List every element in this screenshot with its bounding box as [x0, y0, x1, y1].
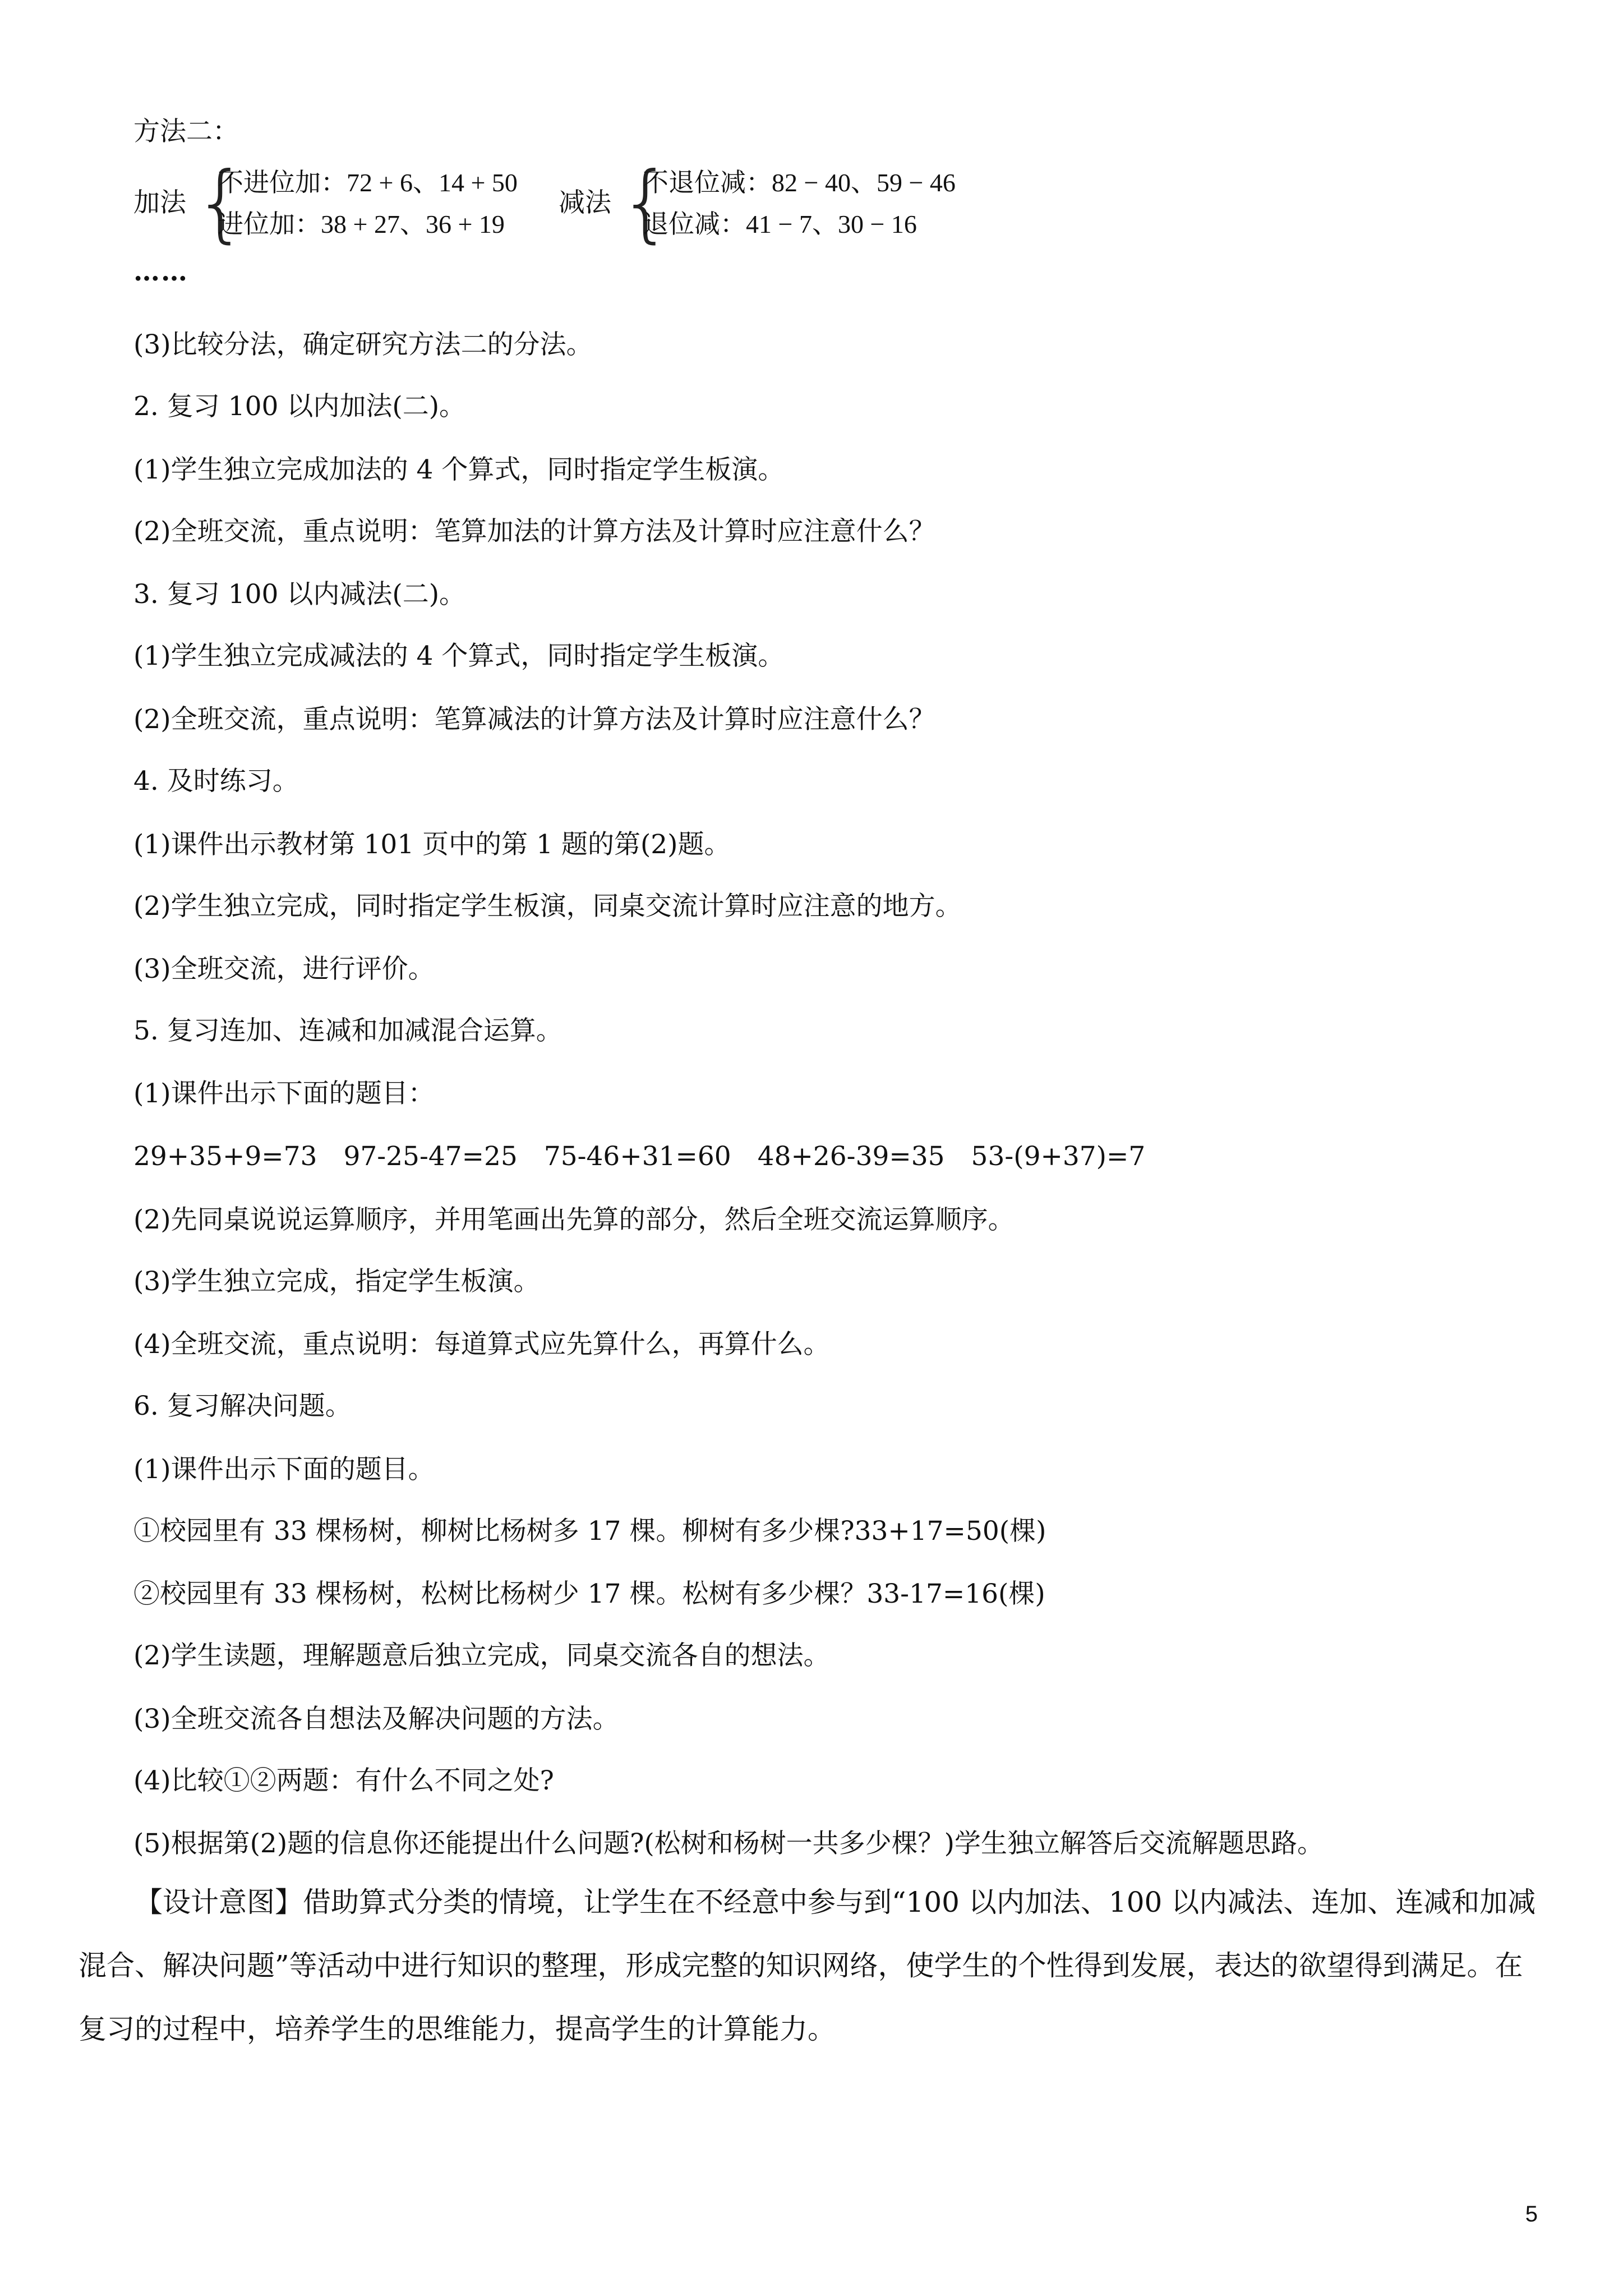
- addition-carry-row: 进位加：38 + 27、36 + 19: [218, 210, 505, 238]
- text-line: (2)先同桌说说运算顺序，并用笔画出先算的部分，然后全班交流运算顺序。: [133, 1204, 1015, 1235]
- subtraction-classification: [559, 154, 1007, 252]
- text-line: (3)学生独立完成，指定学生板演。: [133, 1266, 540, 1297]
- text-line: (1)学生独立完成减法的 4 个算式，同时指定学生板演。: [133, 641, 785, 671]
- design-intent-paragraph: 【设计意图】借助算式分类的情境，让学生在不经意中参与到“100 以内加法、100 以内减法、连加、连减和加减混合、解决问题”等活动中进行知识的整理，形成完整的知识网络，使学生的个性得到发展，表达的欲望得到满足。在复习的过程中，培养学生的思维能力，提高学生的计算能力。: [79, 1886, 1536, 2045]
- text-line: (4)全班交流，重点说明：每道算式应先算什么，再算什么。: [133, 1329, 830, 1360]
- page-number: 5: [1525, 2202, 1538, 2226]
- text-line: (1)课件出示下面的题目。: [133, 1454, 435, 1485]
- section-heading-addition: 2. 复习 100 以内加法(二)。: [133, 391, 466, 422]
- ellipsis: ……: [133, 256, 188, 287]
- section-heading-practice: 4. 及时练习。: [133, 766, 299, 797]
- text-line: (3)全班交流各自想法及解决问题的方法。: [133, 1704, 619, 1734]
- text-line: (1)课件出示教材第 101 页中的第 1 题的第(2)题。: [133, 829, 731, 860]
- section-heading-subtraction: 3. 复习 100 以内减法(二)。: [133, 579, 466, 610]
- text-line: (1)学生独立完成加法的 4 个算式，同时指定学生板演。: [133, 454, 785, 485]
- text-line: (2)学生独立完成，同时指定学生板演，同桌交流计算时应注意的地方。: [133, 891, 962, 922]
- subtraction-category-label: 减法: [559, 187, 611, 218]
- problem-two: ②校园里有 33 棵杨树，松树比杨树少 17 棵。松树有多少棵？33-17=16(棵): [133, 1579, 1045, 1609]
- addition-no-carry-row: 不进位加：72 + 6、14 + 50: [218, 168, 518, 197]
- text-line: (2)全班交流，重点说明：笔算加法的计算方法及计算时应注意什么？: [133, 516, 935, 547]
- section-heading-mixed-operations: 5. 复习连加、连减和加减混合运算。: [133, 1015, 562, 1046]
- text-line: (3)比较分法，确定研究方法二的分法。: [133, 329, 593, 360]
- left-brace-icon: {: [619, 154, 673, 252]
- text-line: (2)全班交流，重点说明：笔算减法的计算方法及计算时应注意什么？: [133, 704, 935, 735]
- addition-category-label: 加法: [133, 187, 186, 218]
- text-line: (3)全班交流，进行评价。: [133, 954, 435, 984]
- equations-line: 29+35+9=73 97-25-47=25 75-46+31=60 48+26-39=35 53-(9+37)=7: [133, 1141, 1146, 1172]
- left-brace-icon: {: [194, 154, 248, 252]
- text-line: (1)课件出示下面的题目：: [133, 1078, 435, 1109]
- subtraction-borrow-row: 退位减：41 − 7、30 − 16: [643, 210, 917, 238]
- text-line: (2)学生读题，理解题意后独立完成，同桌交流各自的想法。: [133, 1640, 830, 1671]
- addition-classification: [133, 154, 560, 252]
- text-line: (4)比较①②两题：有什么不同之处?: [133, 1765, 554, 1796]
- subtraction-no-borrow-row: 不退位减：82 − 40、59 − 46: [643, 168, 956, 197]
- section-heading-problem-solving: 6. 复习解决问题。: [133, 1391, 352, 1421]
- problem-one: ①校园里有 33 棵杨树，柳树比杨树多 17 棵。柳树有多少棵?33+17=50(棵): [133, 1516, 1046, 1547]
- text-line: (5)根据第(2)题的信息你还能提出什么问题?(松树和杨树一共多少棵？)学生独立解答后交流解题思路。: [133, 1828, 1324, 1859]
- method-two-title: 方法二：: [133, 116, 239, 147]
